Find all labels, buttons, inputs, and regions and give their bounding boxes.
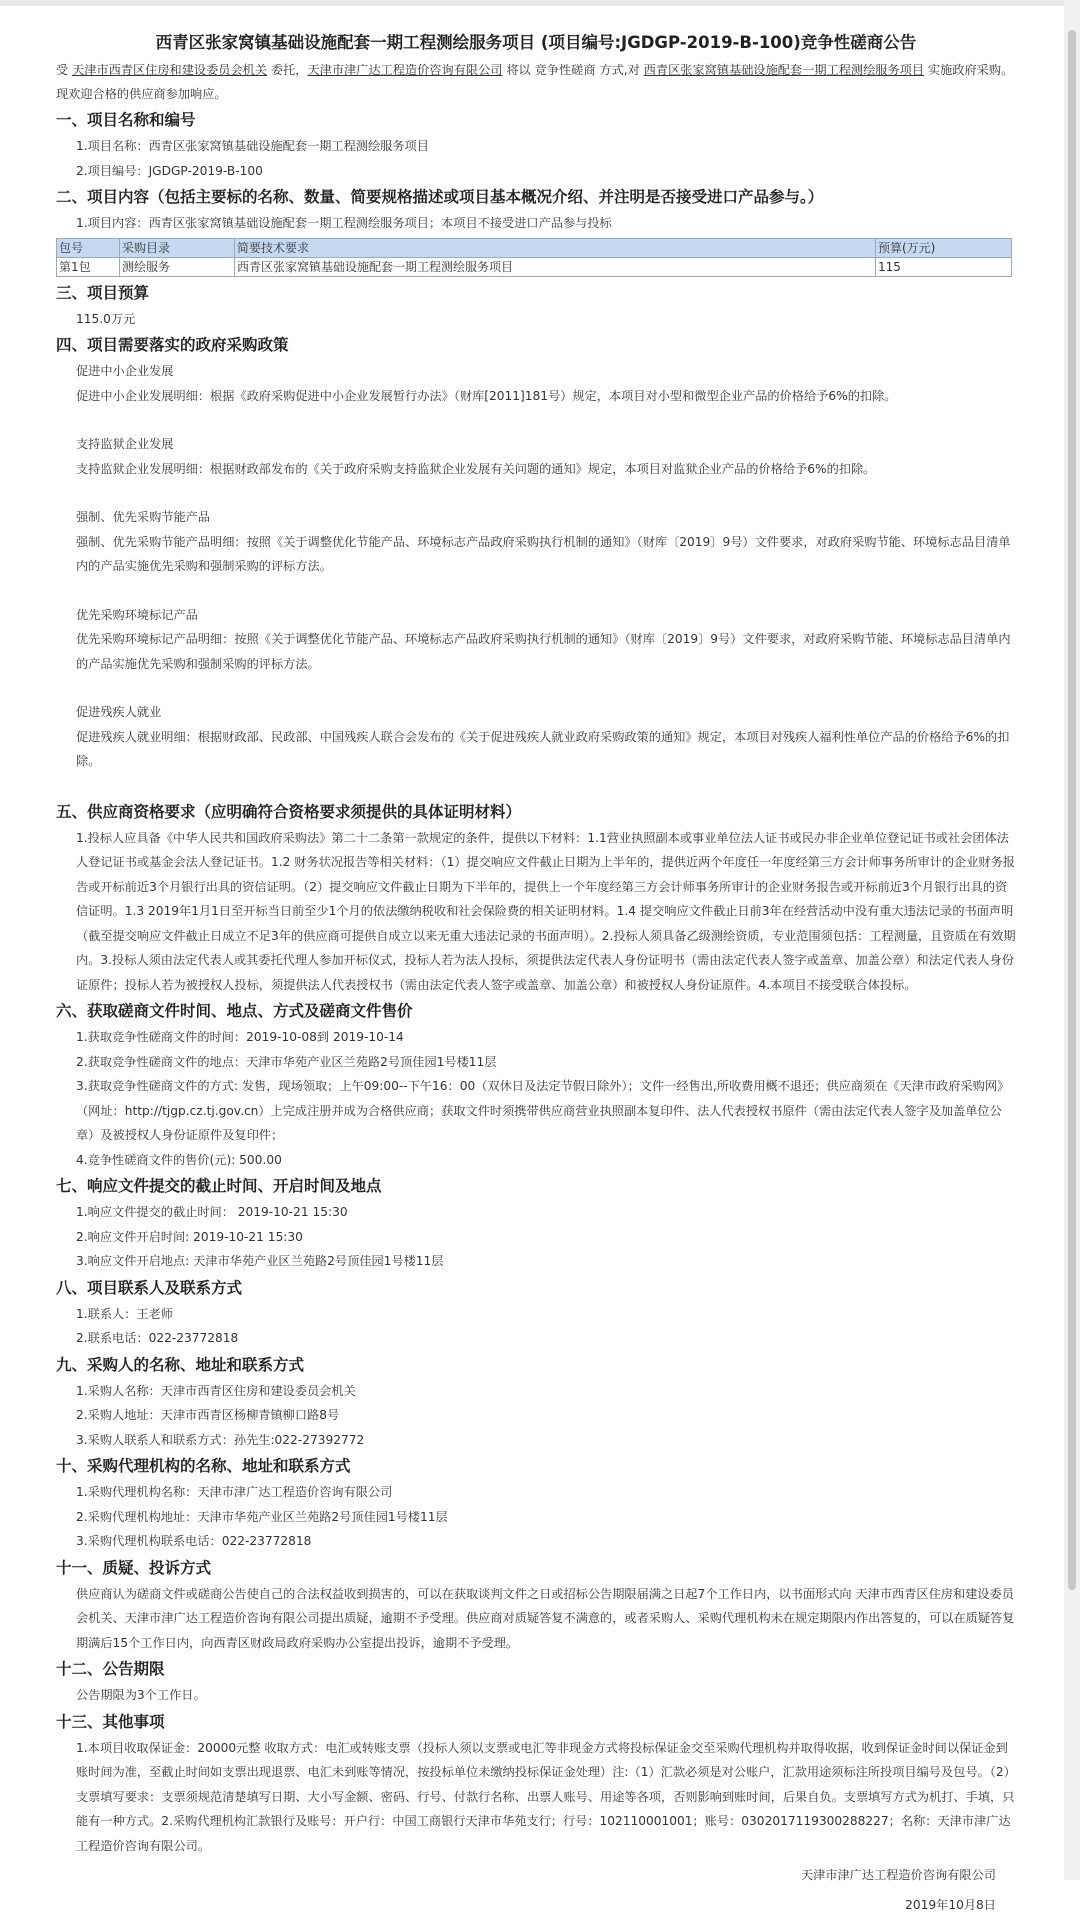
section-heading-11: 十一、质疑、投诉方式 — [56, 1558, 212, 1577]
announcement-document — [56, 30, 1016, 1918]
project-name: 1.项目名称：西青区张家窝镇基础设施配套一期工程测绘服务项目 — [76, 139, 429, 153]
contact-person: 1.联系人：王老师 — [76, 1306, 173, 1321]
document-price: 4.竞争性磋商文件的售价(元): 500.00 — [76, 1152, 282, 1167]
purchaser-link[interactable]: 天津市西青区住房和建设委员会机关 — [72, 63, 268, 77]
table-cell: 第1包 — [57, 257, 120, 276]
agency-address: 2.采购代理机构地址：天津市华苑产业区兰苑路2号顶佳园1号楼11层 — [76, 1509, 448, 1524]
table-header: 采购目录 — [120, 238, 235, 257]
complaint-text: 供应商认为磋商文件或磋商公告使自己的合法权益收到损害的，可以在获取谈判文件之日或招标公告期限届满之日起7个工作日内，以书面形式向 天津市西青区住房和建设委员会机关、天津市津广达工程造价咨询有限公司提出质疑，逾期不予受理。供应商对质疑答复不满意的，或者采购人、采购代理机构未在规定期限内作出答复的，可以在质疑答复期满后15个工作日内，向西青区财政局政府采购办公室提出投诉，逾期不予受理。 — [76, 1586, 1015, 1650]
table-header: 包号 — [57, 238, 120, 257]
intro-paragraph — [56, 58, 1016, 106]
section-heading-10: 十、采购代理机构的名称、地址和联系方式 — [56, 1457, 351, 1475]
purchaser-name: 1.采购人名称：天津市西青区住房和建设委员会机关 — [76, 1383, 356, 1398]
policy-title: 促进残疾人就业 — [76, 705, 162, 719]
policy-title: 优先采购环境标记产品 — [76, 607, 198, 622]
scrollbar[interactable] — [1064, 0, 1080, 1880]
signature: 天津市津广达工程造价咨询有限公司 — [801, 1868, 996, 1882]
intro-text-3: 将以 竞争性磋商 方式,对 — [502, 63, 644, 77]
section-heading-4: 四、项目需要落实的政府采购政策 — [56, 336, 289, 354]
top-border — [0, 0, 1080, 6]
section-heading-2: 二、项目内容（包括主要标的名称、数量、简要规格描述或项目基本概况介绍、并注明是否接受进口产品参与。） — [56, 188, 824, 206]
opening-time: 2.响应文件开启时间: 2019-10-21 15:30 — [76, 1229, 303, 1244]
purchaser-contact: 3.采购人联系人和联系方式：孙先生:022-27392772 — [76, 1432, 365, 1447]
purchaser-address: 2.采购人地址：天津市西青区杨柳青镇柳口路8号 — [76, 1408, 340, 1422]
section-heading-1: 一、项目名称和编号 — [56, 111, 196, 129]
project-number: 2.项目编号：JGDGP-2019-B-100 — [76, 163, 263, 178]
table-cell: 115 — [876, 257, 1012, 276]
section-heading-12: 十二、公告期限 — [56, 1660, 165, 1678]
table-header-row — [57, 238, 1012, 257]
intro-text-2: 委托， — [267, 63, 308, 77]
obtain-method: 3.获取竞争性磋商文件的方式: 发售，现场领取；上午09:00--下午16：00（双休日及法定节假日除外）；文件一经售出,所收费用概不退还；供应商须在《天津市政府采购网》（网址：http://tjgp.cz.tj.gov.cn）上完成注册并成为合格供应商；获取文件时须携带供应商营业执照副本复印件、法人代表授权书原件（需由法定代表人签字及加盖单位公章）及被授权人身份证原件及复印件； — [76, 1079, 1010, 1142]
qualification-text: 1.投标人应具备《中华人民共和国政府采购法》第二十二条第一款规定的条件，提供以下材料：1.1营业执照副本或事业单位法人证书或民办非企业单位登记证书或社会团体法人登记证书或基金会法人登记证书。1.2 财务状况报告等相关材料：（1）提交响应文件截止日期为上半年的，提供近两个年度任一年度经第三方会计师事务所审计的企业财务报告或开标前近3个月银行出具的资信证明。（2）提交响应文件截止日期为下半年的，提供上一个年度经第三方会计师事务所审计的企业财务报告或开标前近3个月银行出具的资信证明。1.3 2019年1月1日至开标当日前至少1个月的依法缴纳税收和社会保险费的相关证明材料。1.4 提交响应文件截止日前3年在经营活动中没有重大违法记录的书面声明（截至提交响应文件截止日成立不足3年的供应商可提供自成立以来无重大违法记录的书面声明）。2.投标人须具备乙级测绘资质，专业范围须包括：工程测量，且资质在有效期内。3.投标人须由法定代表人或其委托代理人参加开标仪式，投标人若为法人投标，须提供法定代表人身份证明书（需由法定代表人签字或盖章、加盖公章）和法定代表人身份证原件；投标人若为被授权人投标，须提供法人代表授权书（需由法定代表人签字或盖章、加盖公章）和被授权人身份证原件。4.本项目不接受联合体投标。 — [76, 830, 1016, 992]
agent-link[interactable]: 天津市津广达工程造价咨询有限公司 — [307, 63, 503, 77]
package-table — [56, 238, 1012, 277]
table-cell: 西青区张家窝镇基础设施配套一期工程测绘服务项目 — [235, 257, 876, 276]
section-heading-3: 三、项目预算 — [56, 283, 150, 302]
section-heading-7: 七、响应文件提交的截止时间、开启时间及地点 — [56, 1177, 382, 1195]
notice-period: 公告期限为3个工作日。 — [76, 1688, 206, 1702]
table-header: 简要技术要求 — [235, 238, 876, 257]
project-link[interactable]: 西青区张家窝镇基础设施配套一期工程测绘服务项目 — [643, 63, 925, 77]
policy-detail: 强制、优先采购节能产品明细：按照《关于调整优化节能产品、环境标志产品政府采购执行机制的通知》（财库〔2019〕9号）文件要求，对政府采购节能、环境标志品目清单内的产品实施优先采购和强制采购的评标方法。 — [76, 534, 1011, 573]
budget-value: 115.0万元 — [76, 311, 136, 326]
scrollbar-thumb[interactable] — [1068, 30, 1076, 1590]
obtain-time: 1.获取竞争性磋商文件的时间：2019-10-08到 2019-10-14 — [76, 1030, 404, 1044]
policy-detail: 优先采购环境标记产品明细：按照《关于调整优化节能产品、环境标志产品政府采购执行机制的通知》（财库〔2019〕9号）文件要求，对政府采购节能、环境标志品目清单内的产品实施优先采购和强制采购的评标方法。 — [76, 632, 1011, 671]
policy-detail: 支持监狱企业发展明细：根据财政部发布的《关于政府采购支持监狱企业发展有关问题的通知》规定，本项目对监狱企业产品的价格给予6%的扣除。 — [76, 461, 876, 476]
page-title: 西青区张家窝镇基础设施配套一期工程测绘服务项目 (项目编号:JGDGP-2019-B-100)竞争性磋商公告 — [155, 33, 917, 52]
obtain-location: 2.获取竞争性磋商文件的地点：天津市华苑产业区兰苑路2号顶佳园1号楼11层 — [76, 1054, 497, 1069]
table-cell: 测绘服务 — [120, 257, 235, 276]
policy-title: 强制、优先采购节能产品 — [76, 510, 211, 524]
policy-detail: 促进中小企业发展明细：根据《政府采购促进中小企业发展暂行办法》（财库[2011]181号）规定，本项目对小型和微型企业产品的价格给予6%的扣除。 — [76, 388, 897, 403]
section-heading-8: 八、项目联系人及联系方式 — [56, 1278, 243, 1297]
section-heading-6: 六、获取磋商文件时间、地点、方式及磋商文件售价 — [56, 1002, 413, 1020]
project-content: 1.项目内容：西青区张家窝镇基础设施配套一期工程测绘服务项目；本项目不接受进口产品参与投标 — [76, 216, 612, 230]
policy-title: 支持监狱企业发展 — [76, 437, 174, 451]
section-heading-5: 五、供应商资格要求（应明确符合资格要求须提供的具体证明材料） — [56, 802, 522, 821]
agency-phone: 3.采购代理机构联系电话：022-23772818 — [76, 1534, 312, 1548]
section-heading-9: 九、采购人的名称、地址和联系方式 — [56, 1355, 305, 1374]
table-header: 预算(万元) — [876, 238, 1012, 257]
intro-text-1: 受 — [56, 63, 73, 77]
publish-date: 2019年10月8日 — [905, 1898, 996, 1912]
policy-detail: 促进残疾人就业明细：根据财政部、民政部、中国残疾人联合会发布的《关于促进残疾人就业政府采购政策的通知》规定，本项目对残疾人福利性单位产品的价格给予6%的扣除。 — [76, 729, 1010, 768]
contact-phone: 2.联系电话：022-23772818 — [76, 1331, 239, 1345]
intro-text-4: 实施政府采购。现欢迎合格的供应商参加响应。 — [56, 63, 1014, 101]
agency-name: 1.采购代理机构名称：天津市津广达工程造价咨询有限公司 — [76, 1485, 393, 1499]
opening-location: 3.响应文件开启地点: 天津市华苑产业区兰苑路2号顶佳园1号楼11层 — [76, 1254, 444, 1268]
section-heading-13: 十三、其他事项 — [56, 1712, 165, 1731]
policy-title: 促进中小企业发展 — [76, 364, 174, 378]
submission-deadline: 1.响应文件提交的截止时间： 2019-10-21 15:30 — [76, 1205, 348, 1219]
other-matters-text: 1.本项目收取保证金：20000元整 收取方式：电汇或转账支票（投标人须以支票或电汇等非现金方式将投标保证金交至采购代理机构并取得收据，收到保证金时间以保证金到账时间为准，至截止时间如支票出现退票、电汇未到账等情况，按投标单位未缴纳投标保证金处理）注:（1）汇款必须是对公账户，汇款用途须标注所投项目编号及包号。（2）支票填写要求：支票须规范清楚填写日期、大小写金额、密码、行号、付款行名称、出票人账号、用途等各项，否则影响到账时间，后果自负。支票填写方式为机打、手填，只能有一种方式。2.采购代理机构汇款银行及账号：开户行：中国工商银行天津市华苑支行；行号：102110001001；账号：0302017119300288227；名称：天津市津广达工程造价咨询有限公司。 — [76, 1740, 1016, 1853]
table-row — [57, 257, 1012, 276]
